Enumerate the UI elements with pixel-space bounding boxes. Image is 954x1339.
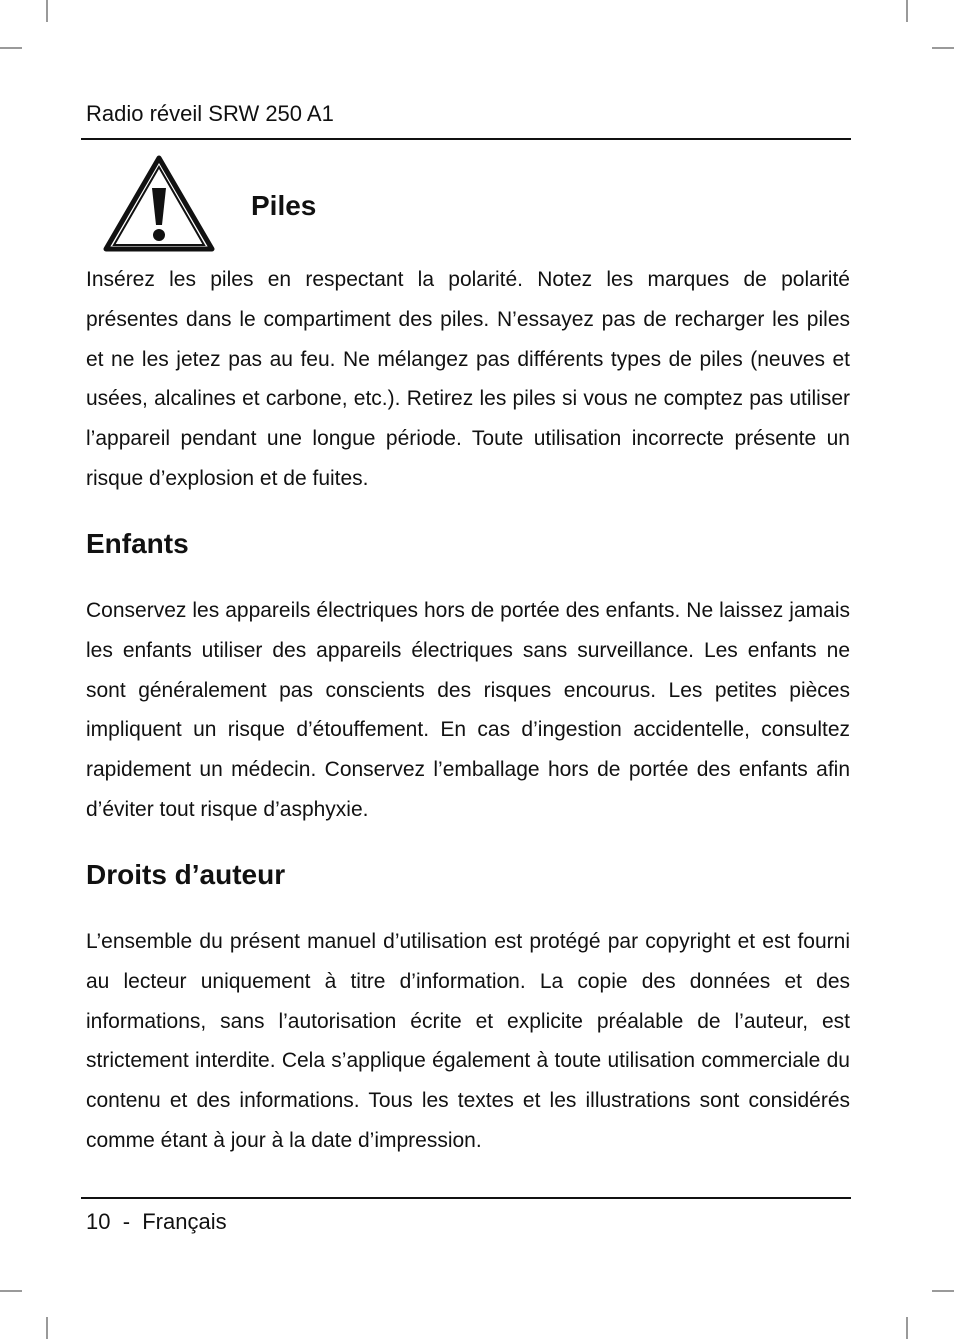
crop-mark (932, 1290, 954, 1292)
section-text-piles: Insérez les piles en respectant la polarité. Notez les marques de polarité présentes dans le compartiment des piles. N’essayez pas de recharger les piles et ne les jetez pas au feu. Ne mélangez pas différents types de piles (neuves et usées, alcalines et carbone, etc.). Retirez les piles si vous ne comptez pas utiliser l’appareil pendant une longue période. Toute utilisation incorrecte présente un risque d’explosion et de fuites. (86, 268, 850, 490)
page-header-title: Radio réveil SRW 250 A1 (86, 101, 334, 126)
crop-mark (932, 47, 954, 49)
crop-mark (0, 1290, 22, 1292)
crop-mark (906, 1317, 908, 1339)
crop-mark (906, 0, 908, 22)
footer-rule (81, 1197, 851, 1199)
section-text-enfants: Conservez les appareils électriques hors de portée des enfants. Ne laissez jamais les enfants utiliser des appareils électriques sans surveillance. Les enfants ne sont généralement pas conscients des risques encourus. Les petites pièces impliquent un risque d’étouffement. En cas d’ingestion accidentelle, consultez rapidement un médecin. Conservez l’emballage hors de portée des enfants afin d’éviter tout risque d’asphyxie. (86, 599, 850, 821)
section-heading-enfants: Enfants (86, 528, 189, 559)
section-heading-droits-auteur: Droits d’auteur (86, 859, 286, 890)
section-text-droits-auteur: L’ensemble du présent manuel d’utilisation est protégé par copyright et est fourni au lecteur uniquement à titre d’information. La copie des données et des informations, sans l’autorisation écrite et explicite préalable de l’auteur, est strictement interdite. Cela s’applique également à toute utilisation commerciale du contenu et des informations. Tous les textes et les illustrations sont considérés comme étant à jour à la date d’impression. (86, 930, 850, 1152)
header-rule (81, 138, 851, 140)
crop-mark (46, 0, 48, 22)
warning-triangle-icon (103, 155, 215, 253)
page-footer: 10 - Français (86, 1209, 227, 1234)
crop-mark (0, 47, 22, 49)
section-heading-piles: Piles (251, 190, 317, 221)
crop-mark (46, 1317, 48, 1339)
